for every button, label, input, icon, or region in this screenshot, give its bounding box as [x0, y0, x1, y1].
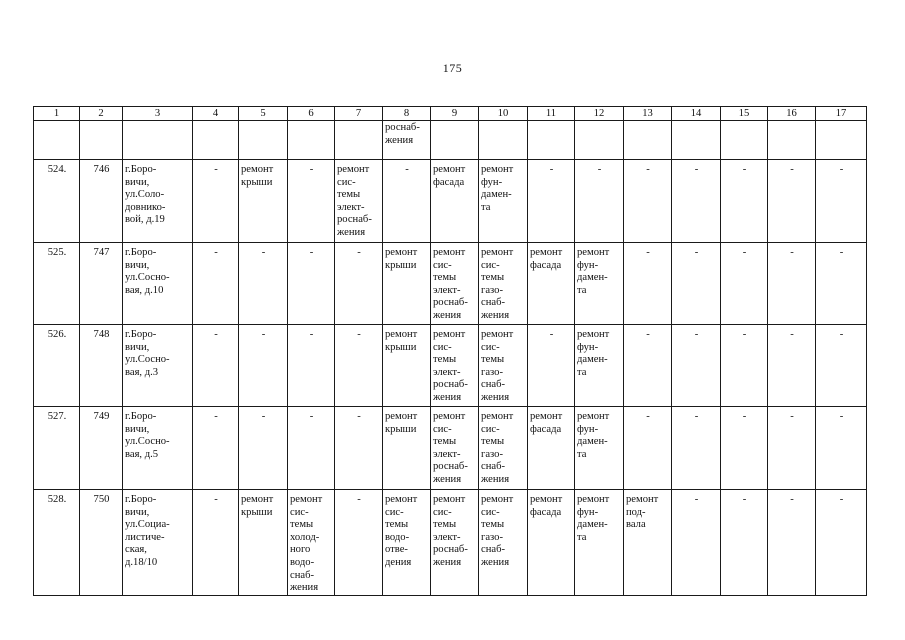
column-header: 13 [624, 107, 672, 121]
table-cell: - [575, 160, 624, 243]
table-cell: - [816, 325, 867, 407]
table-cell: - [721, 407, 768, 490]
table-cell: ремонт фун- дамен- та [479, 160, 528, 243]
table-row [34, 121, 867, 160]
table-cell: г.Боро- вичи, ул.Социа- листиче- ская, д.18/10 [123, 490, 193, 596]
table-cell: ремонт фун- дамен- та [575, 490, 624, 596]
table-cell: - [193, 490, 239, 596]
table-cell: - [239, 407, 288, 490]
column-number-row [34, 107, 867, 121]
column-header: 7 [335, 107, 383, 121]
table-cell: - [721, 160, 768, 243]
table-cell: - [288, 160, 335, 243]
table-cell: - [335, 325, 383, 407]
table-cell: - [721, 325, 768, 407]
column-header: 3 [123, 107, 193, 121]
table-cell: 746 [80, 160, 123, 243]
table-cell [816, 121, 867, 160]
table-cell [80, 121, 123, 160]
table-cell: - [768, 243, 816, 325]
table-cell: - [624, 325, 672, 407]
table-cell [431, 121, 479, 160]
table-cell: 525. [34, 243, 80, 325]
table-cell: - [383, 160, 431, 243]
column-header: 16 [768, 107, 816, 121]
table-cell: ремонт фасада [528, 407, 575, 490]
table-row [34, 490, 867, 596]
table-cell: - [288, 325, 335, 407]
table-cell: - [288, 407, 335, 490]
table-cell: 750 [80, 490, 123, 596]
column-header: 1 [34, 107, 80, 121]
table-cell [768, 121, 816, 160]
table-cell: ремонт сис- темы газо- снаб- жения [479, 325, 528, 407]
table-cell: - [816, 160, 867, 243]
table-cell: роснаб- жения [383, 121, 431, 160]
table-cell: - [335, 243, 383, 325]
table-cell: - [528, 160, 575, 243]
table-cell: ремонт сис- темы элект- роснаб- жения [431, 243, 479, 325]
table-cell: ремонт фасада [528, 243, 575, 325]
column-header: 12 [575, 107, 624, 121]
table-cell [34, 121, 80, 160]
page-number: 175 [442, 61, 463, 75]
table-cell: - [672, 160, 721, 243]
table-cell: ремонт крыши [383, 243, 431, 325]
table-cell: - [816, 490, 867, 596]
table-cell: - [239, 325, 288, 407]
table-cell [239, 121, 288, 160]
table-cell [193, 121, 239, 160]
table-cell: г.Боро- вичи, ул.Соло- довнико- вой, д.19 [123, 160, 193, 243]
table-cell: - [768, 407, 816, 490]
table-cell: - [193, 243, 239, 325]
table-cell: ремонт фун- дамен- та [575, 243, 624, 325]
table-cell: ремонт сис- темы газо- снаб- жения [479, 490, 528, 596]
table-cell [479, 121, 528, 160]
table-cell: ремонт крыши [383, 407, 431, 490]
table-cell [335, 121, 383, 160]
column-header: 4 [193, 107, 239, 121]
table-cell: - [193, 325, 239, 407]
table-cell: 524. [34, 160, 80, 243]
column-header: 11 [528, 107, 575, 121]
table-cell: г.Боро- вичи, ул.Сосно- вая, д.3 [123, 325, 193, 407]
table-cell: - [624, 243, 672, 325]
table-cell: - [672, 407, 721, 490]
table-cell: ремонт сис- темы элект- роснаб- жения [431, 325, 479, 407]
table-cell: - [768, 160, 816, 243]
table-cell: г.Боро- вичи, ул.Сосно- вая, д.10 [123, 243, 193, 325]
table-cell: ремонт крыши [239, 490, 288, 596]
table-cell: 527. [34, 407, 80, 490]
table-cell: - [672, 243, 721, 325]
table-cell: - [528, 325, 575, 407]
table-cell: - [768, 490, 816, 596]
table-cell: 749 [80, 407, 123, 490]
table-cell [288, 121, 335, 160]
table-cell: - [335, 407, 383, 490]
table-cell: ремонт сис- темы элект- роснаб- жения [335, 160, 383, 243]
table-cell: - [624, 160, 672, 243]
table-cell: ремонт сис- темы холод- ного водо- снаб- жения [288, 490, 335, 596]
table-cell: - [193, 160, 239, 243]
table-row [34, 160, 867, 243]
table-cell: 748 [80, 325, 123, 407]
table-cell: ремонт фасада [528, 490, 575, 596]
table-cell: ремонт сис- темы газо- снаб- жения [479, 407, 528, 490]
table-cell: 526. [34, 325, 80, 407]
table-cell: ремонт сис- темы газо- снаб- жения [479, 243, 528, 325]
table-cell: - [239, 243, 288, 325]
table-row [34, 325, 867, 407]
table-cell: ремонт под- вала [624, 490, 672, 596]
table-cell [721, 121, 768, 160]
table-cell: ремонт сис- темы элект- роснаб- жения [431, 490, 479, 596]
table-cell: ремонт фун- дамен- та [575, 407, 624, 490]
table-cell [575, 121, 624, 160]
column-header: 2 [80, 107, 123, 121]
table-cell: ремонт крыши [383, 325, 431, 407]
table-cell: - [721, 490, 768, 596]
table-cell: - [768, 325, 816, 407]
column-header: 5 [239, 107, 288, 121]
table-cell: ремонт сис- темы водо- отве- дения [383, 490, 431, 596]
table-cell: ремонт фасада [431, 160, 479, 243]
table-cell: ремонт фун- дамен- та [575, 325, 624, 407]
table-cell [528, 121, 575, 160]
repair-schedule-table [33, 106, 867, 596]
table-cell: - [721, 243, 768, 325]
table-cell: г.Боро- вичи, ул.Сосно- вая, д.5 [123, 407, 193, 490]
table-cell [624, 121, 672, 160]
table-cell [123, 121, 193, 160]
table-row [34, 407, 867, 490]
column-header: 14 [672, 107, 721, 121]
table-cell: - [193, 407, 239, 490]
column-header: 10 [479, 107, 528, 121]
table-row [34, 243, 867, 325]
column-header: 9 [431, 107, 479, 121]
table-cell: - [288, 243, 335, 325]
table-cell: - [672, 325, 721, 407]
table-cell: - [816, 407, 867, 490]
column-header: 6 [288, 107, 335, 121]
table-cell: 747 [80, 243, 123, 325]
table-cell: - [672, 490, 721, 596]
table-cell [672, 121, 721, 160]
table-cell: - [816, 243, 867, 325]
table-cell: ремонт крыши [239, 160, 288, 243]
table-cell: - [624, 407, 672, 490]
column-header: 15 [721, 107, 768, 121]
table-cell: 528. [34, 490, 80, 596]
table-cell: ремонт сис- темы элект- роснаб- жения [431, 407, 479, 490]
table-cell: - [335, 490, 383, 596]
column-header: 17 [816, 107, 867, 121]
column-header: 8 [383, 107, 431, 121]
